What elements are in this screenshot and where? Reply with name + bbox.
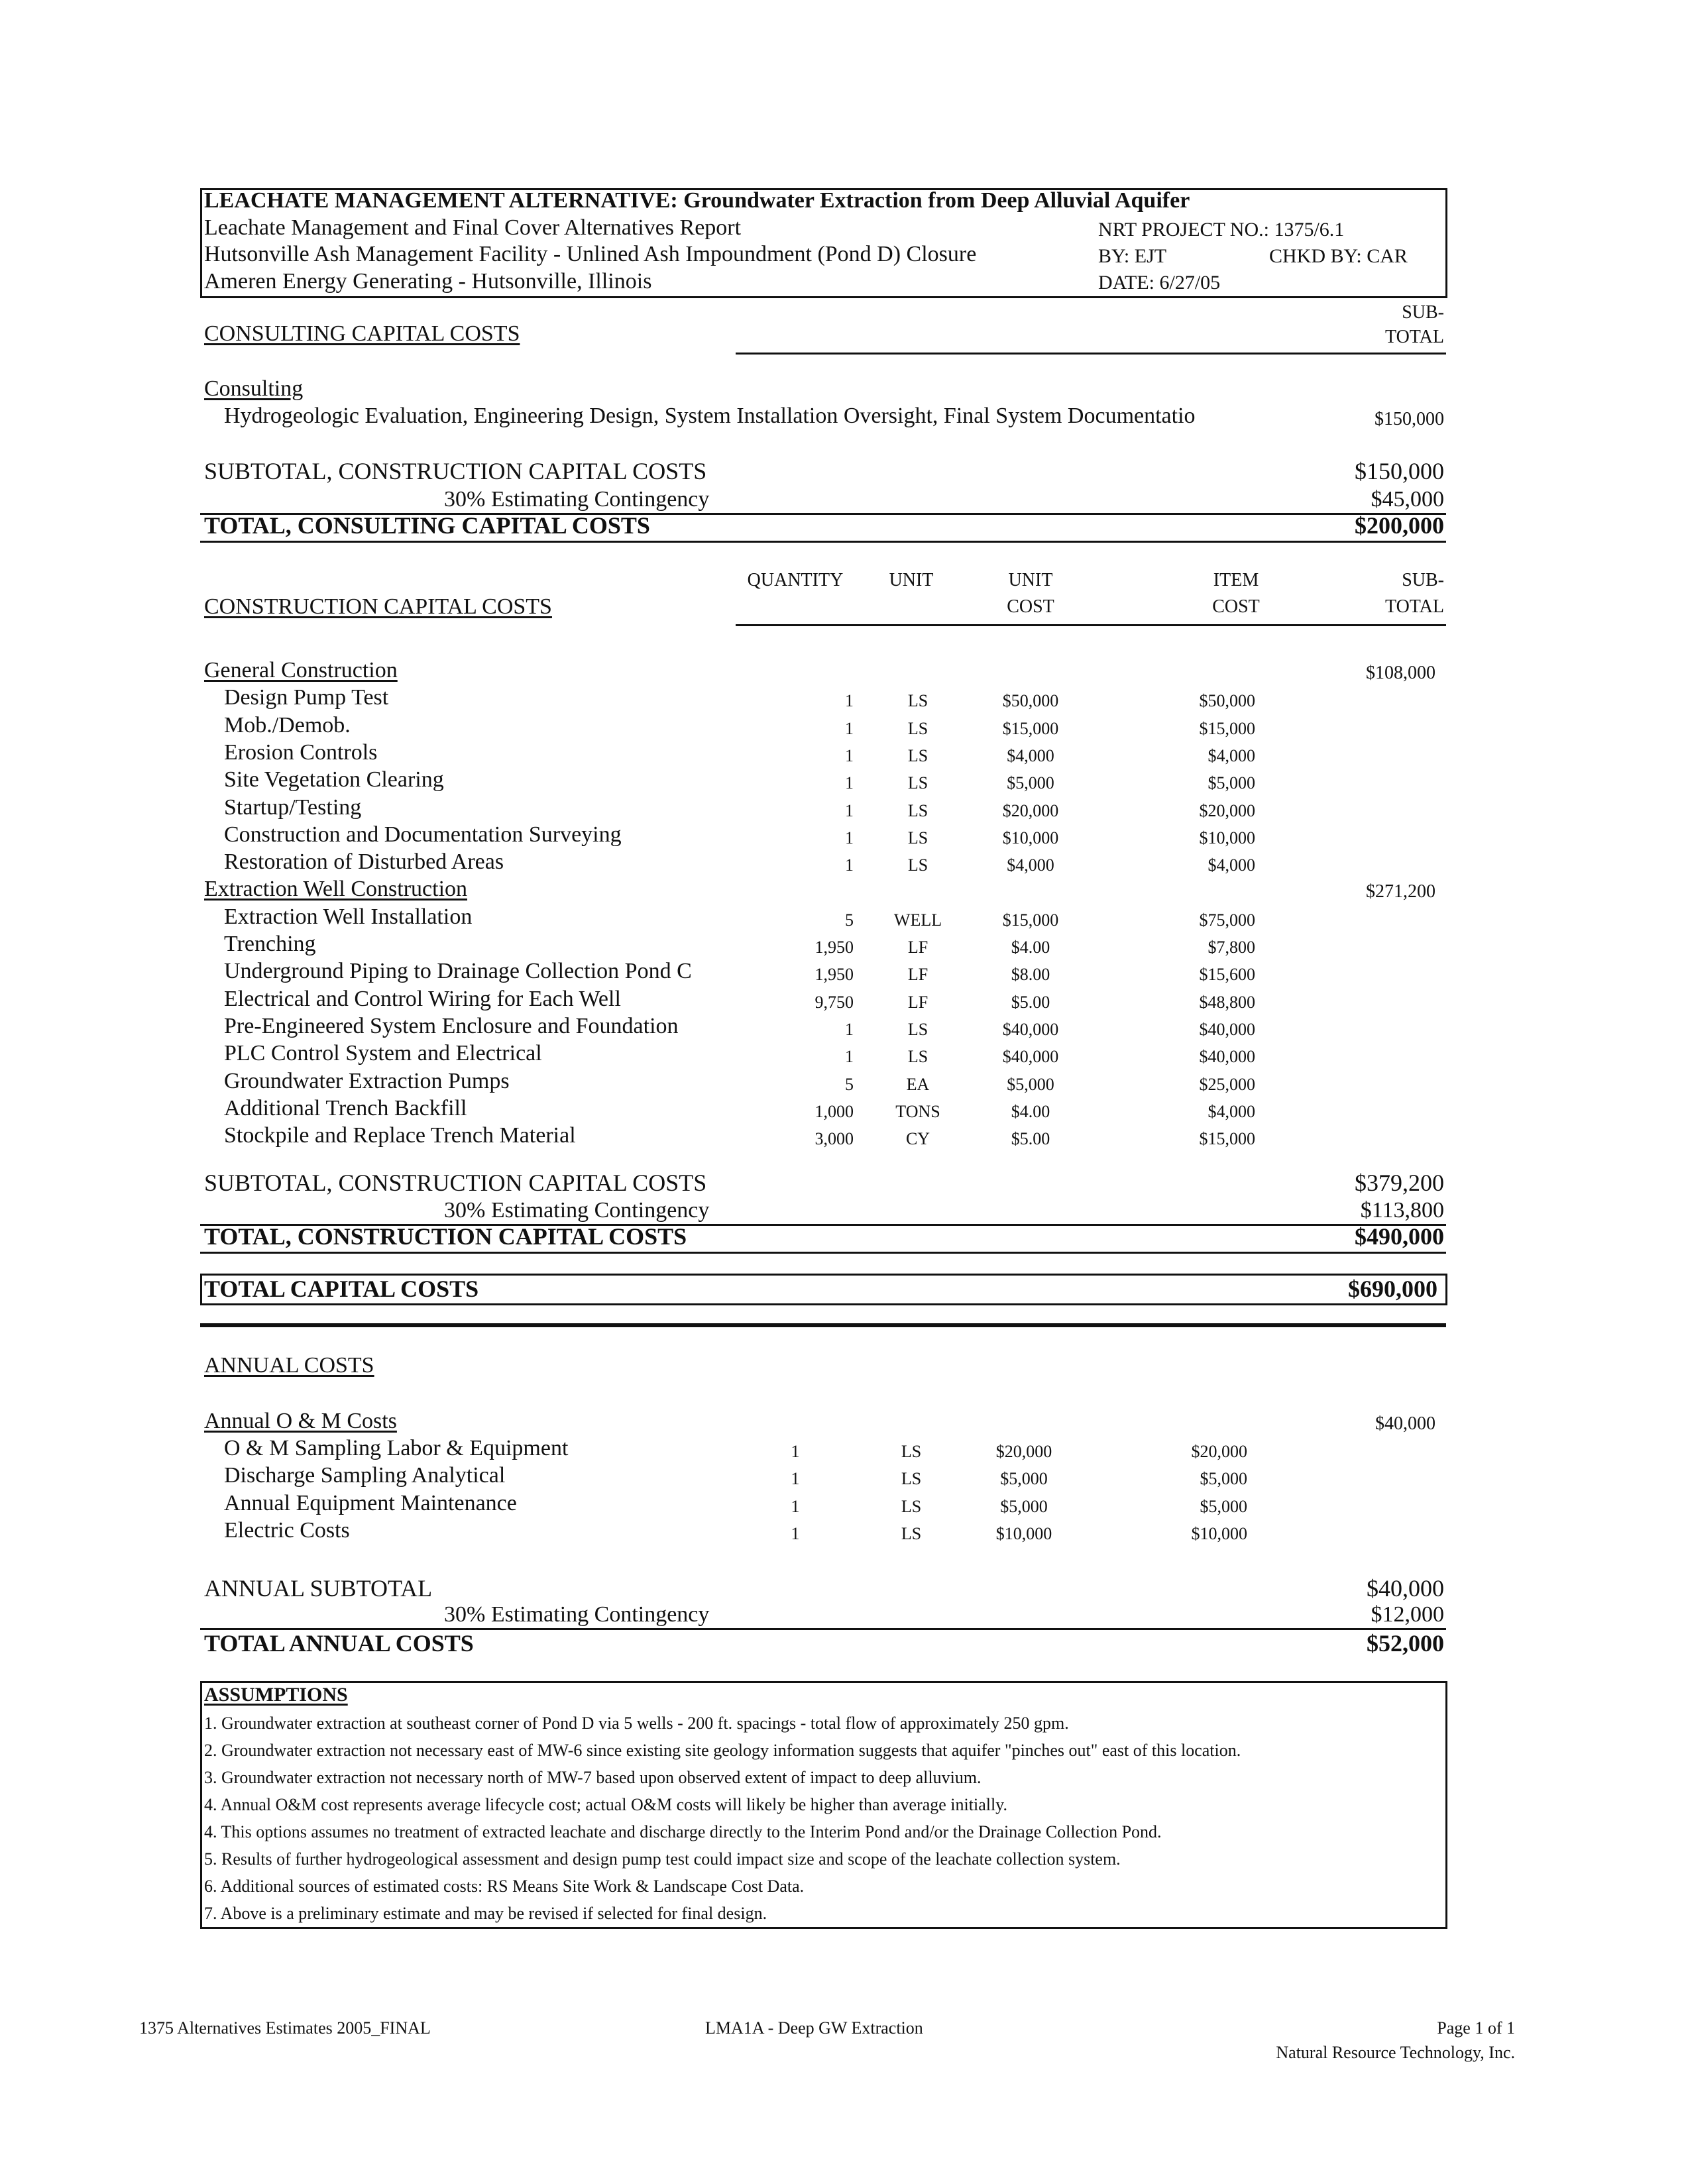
- section-rule: [736, 624, 1446, 626]
- line-item-unit-cost: $4.00: [1011, 938, 1050, 957]
- line-item-unit-cost: $50,000: [1002, 691, 1059, 711]
- line-item-unit-cost: $5.00: [1011, 1129, 1050, 1149]
- line-item-cost: $48,800: [1199, 992, 1255, 1012]
- consulting-total-label: TOTAL, CONSULTING CAPITAL COSTS: [204, 512, 650, 539]
- consulting-contingency-label: 30% Estimating Contingency: [444, 487, 710, 512]
- line-item-quantity: 1: [845, 855, 854, 875]
- annual-item-description: Discharge Sampling Analytical: [224, 1463, 506, 1488]
- item-cost-column-header: COST: [1212, 596, 1260, 617]
- line-item-cost: $40,000: [1199, 1047, 1255, 1067]
- annual-contingency-label: 30% Estimating Contingency: [444, 1602, 710, 1627]
- line-item-unit-cost: $5.00: [1011, 992, 1050, 1012]
- subtotal-column-header: TOTAL: [1384, 327, 1444, 347]
- line-item-cost: $4,000: [1208, 1101, 1255, 1121]
- annual-item-description: Annual Equipment Maintenance: [224, 1490, 517, 1515]
- annual-item-description: Electric Costs: [224, 1517, 350, 1543]
- line-item-quantity: 1: [845, 773, 854, 793]
- line-item-unit: EA: [906, 1074, 930, 1094]
- line-item-cost: $10,000: [1199, 828, 1255, 847]
- line-item-unit: TONS: [895, 1101, 940, 1121]
- annual-item-quantity: 1: [791, 1523, 800, 1543]
- line-item-quantity: 1,950: [815, 938, 854, 957]
- project-number: NRT PROJECT NO.: 1375/6.1: [1098, 219, 1345, 241]
- line-item-quantity: 1: [845, 691, 854, 711]
- line-item-description: Mob./Demob.: [224, 712, 351, 737]
- section-divider: [200, 1323, 1446, 1327]
- construction-contingency-label: 30% Estimating Contingency: [444, 1198, 710, 1223]
- assumption-item: 4. Annual O&M cost represents average lifecycle cost; actual O&M costs will likely be higher than average initially.: [204, 1795, 1007, 1814]
- annual-contingency-value: $12,000: [1371, 1602, 1444, 1627]
- annual-item-cost: $5,000: [1200, 1469, 1247, 1489]
- annual-group-subtotal: $40,000: [1375, 1413, 1435, 1434]
- line-item-unit: WELL: [893, 910, 942, 930]
- line-item-unit-cost: $4,000: [1007, 855, 1054, 875]
- line-item-unit-cost: $4.00: [1011, 1101, 1050, 1121]
- line-item-cost: $15,000: [1199, 718, 1255, 738]
- section-rule: [736, 353, 1446, 355]
- line-item-description: Underground Piping to Drainage Collection Pond C: [224, 959, 692, 984]
- footer-company: Natural Resource Technology, Inc.: [1276, 2043, 1515, 2062]
- total-capital-label: TOTAL CAPITAL COSTS: [204, 1276, 479, 1302]
- consulting-item: Hydrogeologic Evaluation, Engineering Design, System Installation Oversight, Final System Documentatio: [224, 404, 1196, 428]
- line-item-unit: LS: [907, 773, 928, 793]
- line-item-description: PLC Control System and Electrical: [224, 1041, 542, 1066]
- line-item-cost: $50,000: [1199, 691, 1255, 711]
- line-item-cost: $4,000: [1208, 745, 1255, 765]
- annual-item-unit-cost: $5,000: [1000, 1496, 1048, 1516]
- line-item-unit: LS: [907, 1019, 928, 1039]
- annual-item-cost: $20,000: [1191, 1442, 1247, 1461]
- unit-cost-column-header: COST: [1007, 596, 1054, 617]
- annual-item-unit-cost: $5,000: [1000, 1469, 1048, 1489]
- line-item-unit-cost: $5,000: [1007, 773, 1054, 793]
- line-item-unit-cost: $8.00: [1011, 965, 1050, 985]
- line-item-description: Erosion Controls: [224, 739, 378, 765]
- annual-group-label: Annual O & M Costs: [204, 1409, 397, 1433]
- line-item-description: Restoration of Disturbed Areas: [224, 849, 504, 875]
- report-title: LEACHATE MANAGEMENT ALTERNATIVE: Groundwater Extraction from Deep Alluvial Aquifer: [204, 188, 1190, 213]
- annual-item-quantity: 1: [791, 1469, 800, 1489]
- construction-group-label: General Construction: [204, 658, 398, 682]
- annual-item-unit: LS: [901, 1442, 922, 1461]
- line-item-unit-cost: $10,000: [1002, 828, 1059, 847]
- line-item-unit-cost: $15,000: [1002, 718, 1059, 738]
- annual-item-quantity: 1: [791, 1496, 800, 1516]
- annual-total-value: $52,000: [1367, 1630, 1444, 1657]
- line-item-unit: LF: [907, 992, 928, 1012]
- line-item-unit: LF: [907, 938, 928, 957]
- annual-item-quantity: 1: [791, 1442, 800, 1461]
- line-item-cost: $7,800: [1208, 938, 1255, 957]
- line-item-unit-cost: $15,000: [1002, 910, 1059, 930]
- unit-cost-column-header: UNIT: [1008, 570, 1053, 590]
- annual-item-cost: $5,000: [1200, 1496, 1247, 1516]
- line-item-cost: $5,000: [1208, 773, 1255, 793]
- line-item-unit-cost: $40,000: [1002, 1019, 1059, 1039]
- total-rule: [200, 541, 1446, 543]
- consulting-subtotal-label: SUBTOTAL, CONSTRUCTION CAPITAL COSTS: [204, 458, 707, 484]
- checked-by: CHKD BY: CAR: [1269, 245, 1408, 267]
- assumptions-title: ASSUMPTIONS: [204, 1684, 348, 1706]
- line-item-quantity: 1: [845, 1047, 854, 1067]
- line-item-quantity: 5: [845, 1074, 854, 1094]
- line-item-unit-cost: $20,000: [1002, 800, 1059, 820]
- consulting-contingency-value: $45,000: [1371, 487, 1444, 512]
- line-item-cost: $15,600: [1199, 965, 1255, 985]
- construction-contingency-value: $113,800: [1360, 1198, 1444, 1223]
- line-item-description: Stockpile and Replace Trench Material: [224, 1123, 576, 1148]
- subtotal-column-header: SUB-: [1402, 302, 1444, 323]
- line-item-quantity: 1: [845, 718, 854, 738]
- consulting-group-label: Consulting: [204, 376, 304, 401]
- subtotal-column-header: SUB-: [1402, 570, 1444, 590]
- line-item-quantity: 1,000: [815, 1101, 854, 1121]
- facility-line: Hutsonville Ash Management Facility - Unlined Ash Impoundment (Pond D) Closure: [204, 242, 977, 266]
- line-item-description: Construction and Documentation Surveying: [224, 822, 622, 847]
- assumption-item: 1. Groundwater extraction at southeast corner of Pond D via 5 wells - 200 ft. spacings - total flow of approximately 250 gpm.: [204, 1714, 1069, 1733]
- annual-item-unit-cost: $10,000: [995, 1523, 1052, 1543]
- unit-column-header: UNIT: [889, 570, 934, 590]
- annual-section-title: ANNUAL COSTS: [204, 1353, 374, 1378]
- date: DATE: 6/27/05: [1098, 272, 1221, 294]
- line-item-unit: LS: [907, 800, 928, 820]
- footer-sheet-name: LMA1A - Deep GW Extraction: [705, 2018, 923, 2038]
- line-item-description: Pre-Engineered System Enclosure and Foundation: [224, 1013, 679, 1038]
- line-item-cost: $4,000: [1208, 855, 1255, 875]
- line-item-cost: $40,000: [1199, 1019, 1255, 1039]
- construction-subtotal-label: SUBTOTAL, CONSTRUCTION CAPITAL COSTS: [204, 1170, 707, 1196]
- line-item-quantity: 1: [845, 1019, 854, 1039]
- line-item-quantity: 1: [845, 828, 854, 847]
- annual-item-unit: LS: [901, 1496, 922, 1516]
- consulting-subtotal-value: $150,000: [1355, 458, 1444, 484]
- construction-total-label: TOTAL, CONSTRUCTION CAPITAL COSTS: [204, 1223, 687, 1250]
- prepared-by: BY: EJT: [1098, 245, 1167, 267]
- line-item-unit: LS: [907, 828, 928, 847]
- line-item-description: Trenching: [224, 932, 316, 956]
- line-item-cost: $75,000: [1199, 910, 1255, 930]
- line-item-cost: $25,000: [1199, 1074, 1255, 1094]
- construction-group-subtotal: $271,200: [1366, 881, 1435, 902]
- line-item-cost: $15,000: [1199, 1129, 1255, 1149]
- construction-total-value: $490,000: [1355, 1223, 1444, 1250]
- line-item-unit: LS: [907, 855, 928, 875]
- consulting-section-title: CONSULTING CAPITAL COSTS: [204, 321, 520, 346]
- assumption-item: 6. Additional sources of estimated costs: RS Means Site Work & Landscape Cost Data.: [204, 1877, 805, 1896]
- line-item-description: Electrical and Control Wiring for Each Well: [224, 986, 621, 1011]
- quantity-column-header: QUANTITY: [747, 570, 844, 590]
- line-item-unit-cost: $40,000: [1002, 1047, 1059, 1067]
- line-item-description: Site Vegetation Clearing: [224, 767, 444, 792]
- line-item-unit-cost: $5,000: [1007, 1074, 1054, 1094]
- consulting-item-value: $150,000: [1375, 409, 1444, 429]
- line-item-unit: LF: [907, 965, 928, 985]
- total-rule: [200, 1252, 1446, 1254]
- assumption-item: 4. This options assumes no treatment of extracted leachate and discharge directly to the Interim Pond and/or the Drainage Collection Pond.: [204, 1822, 1162, 1841]
- footer-file-name: 1375 Alternatives Estimates 2005_FINAL: [139, 2018, 431, 2038]
- line-item-unit: LS: [907, 1047, 928, 1067]
- report-subtitle: Leachate Management and Final Cover Alternatives Report: [204, 215, 742, 240]
- annual-item-description: O & M Sampling Labor & Equipment: [224, 1436, 569, 1460]
- line-item-unit: LS: [907, 745, 928, 765]
- client-line: Ameren Energy Generating - Hutsonville, Illinois: [204, 269, 652, 294]
- line-item-unit: LS: [907, 718, 928, 738]
- line-item-unit: CY: [905, 1129, 930, 1149]
- construction-section-title: CONSTRUCTION CAPITAL COSTS: [204, 594, 552, 619]
- line-item-quantity: 1: [845, 800, 854, 820]
- consulting-total-value: $200,000: [1355, 512, 1444, 539]
- assumption-item: 2. Groundwater extraction not necessary east of MW-6 since existing site geology information suggests that aquifer "pinches out" east of this location.: [204, 1741, 1241, 1760]
- line-item-quantity: 3,000: [815, 1129, 854, 1149]
- line-item-description: Design Pump Test: [224, 685, 389, 710]
- assumption-item: 3. Groundwater extraction not necessary north of MW-7 based upon observed extent of impact to deep alluvium.: [204, 1768, 982, 1787]
- footer-page-number: Page 1 of 1: [1437, 2018, 1515, 2038]
- construction-group-subtotal: $108,000: [1366, 663, 1435, 683]
- line-item-unit: LS: [907, 691, 928, 711]
- line-item-description: Additional Trench Backfill: [224, 1095, 467, 1120]
- total-capital-value: $690,000: [1348, 1276, 1437, 1302]
- line-item-description: Extraction Well Installation: [224, 904, 473, 929]
- assumption-item: 5. Results of further hydrogeological assessment and design pump test could impact size and scope of the leachate collection system.: [204, 1849, 1121, 1869]
- line-item-quantity: 9,750: [815, 992, 854, 1012]
- assumption-item: 7. Above is a preliminary estimate and may be revised if selected for final design.: [204, 1904, 767, 1923]
- line-item-description: Groundwater Extraction Pumps: [224, 1068, 510, 1093]
- line-item-cost: $20,000: [1199, 800, 1255, 820]
- annual-total-label: TOTAL ANNUAL COSTS: [204, 1630, 474, 1657]
- subtotal-column-header: TOTAL: [1384, 596, 1444, 617]
- annual-item-unit: LS: [901, 1523, 922, 1543]
- item-cost-column-header: ITEM: [1213, 570, 1259, 590]
- line-item-unit-cost: $4,000: [1007, 745, 1054, 765]
- construction-subtotal-value: $379,200: [1355, 1170, 1444, 1196]
- annual-subtotal-value: $40,000: [1367, 1575, 1444, 1602]
- line-item-quantity: 1,950: [815, 965, 854, 985]
- annual-subtotal-label: ANNUAL SUBTOTAL: [204, 1575, 433, 1602]
- annual-item-cost: $10,000: [1191, 1523, 1247, 1543]
- line-item-quantity: 5: [845, 910, 854, 930]
- annual-item-unit: LS: [901, 1469, 922, 1489]
- annual-item-unit-cost: $20,000: [995, 1442, 1052, 1461]
- line-item-quantity: 1: [845, 745, 854, 765]
- construction-group-label: Extraction Well Construction: [204, 877, 468, 902]
- line-item-description: Startup/Testing: [224, 794, 362, 820]
